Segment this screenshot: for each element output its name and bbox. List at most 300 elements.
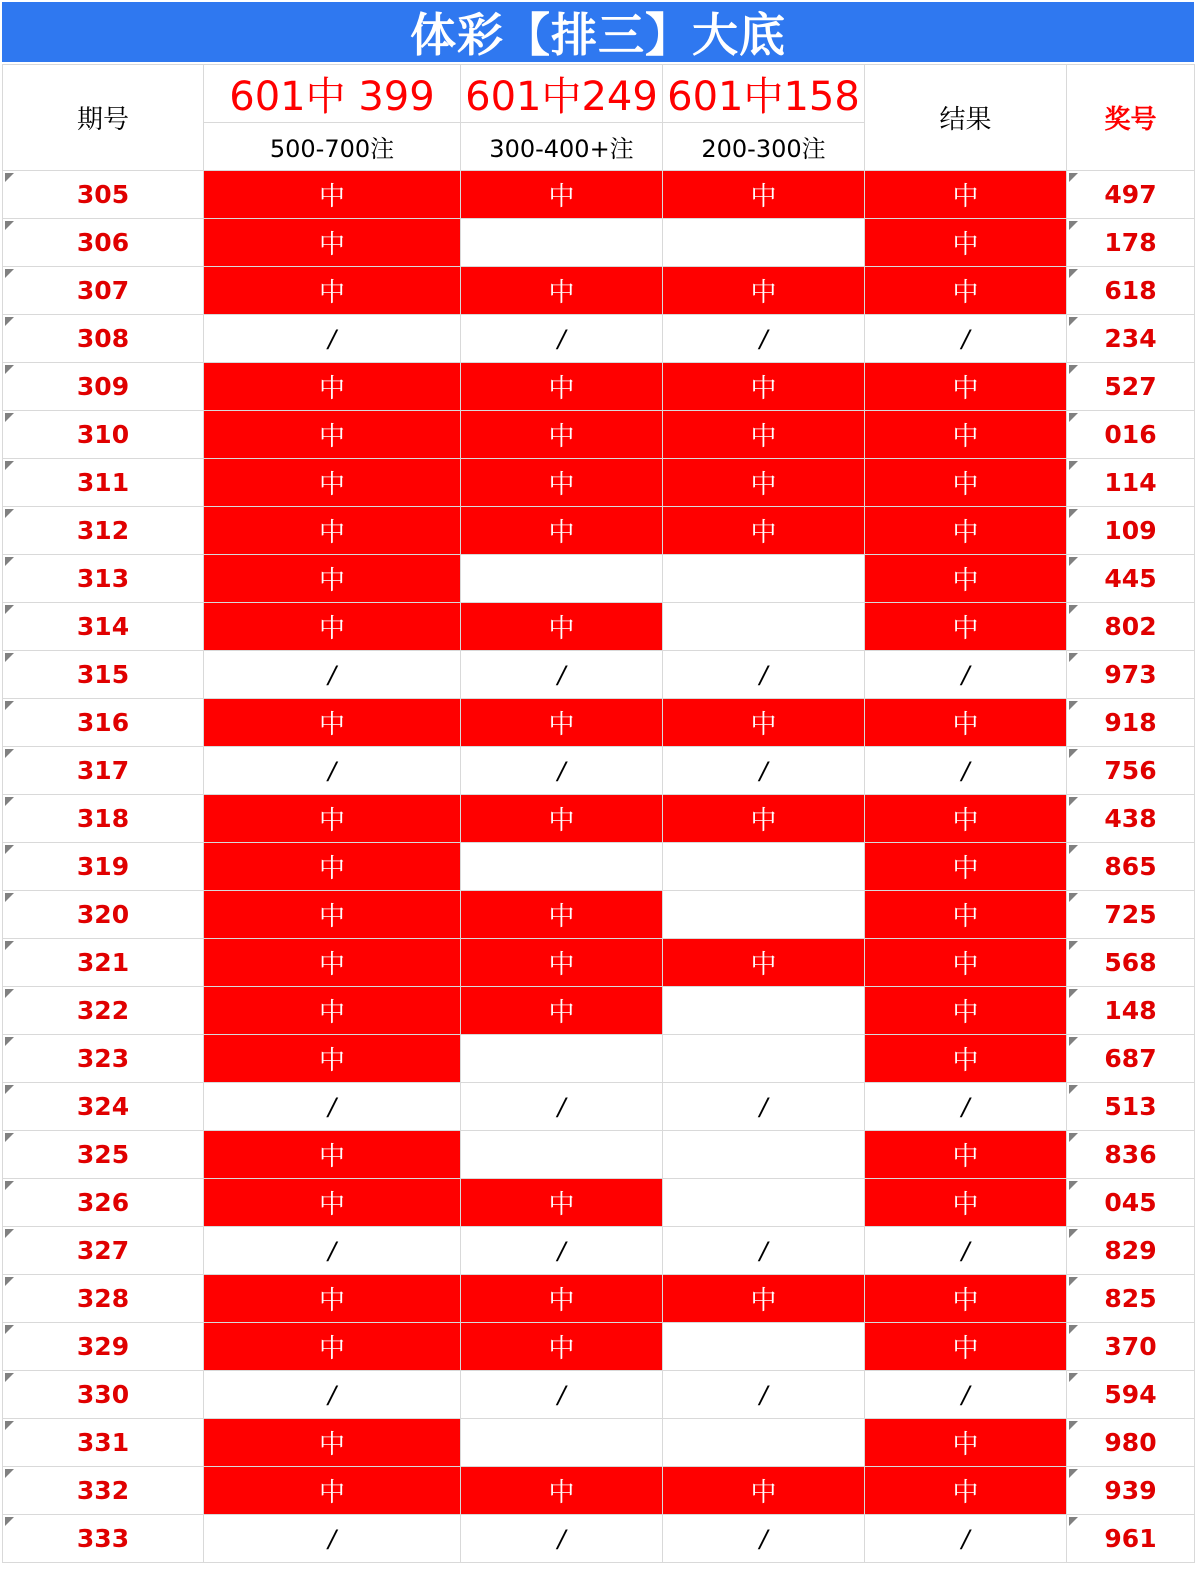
table-row [3, 1371, 1195, 1419]
plan-2-cell: 中 [461, 891, 663, 939]
prize-value: 114 [1104, 468, 1157, 497]
plan-3-cell: 中 [663, 699, 865, 747]
plan-3-cell [663, 219, 865, 267]
result-cell: 中 [865, 939, 1067, 987]
comment-marker-icon [5, 1037, 14, 1046]
prize-value: 836 [1104, 1140, 1157, 1169]
period-cell [3, 1467, 204, 1515]
comment-marker-icon [1069, 1229, 1078, 1238]
table-row [3, 219, 1195, 267]
plan-2-cell: / [461, 1227, 663, 1275]
plan-1-cell: 中 [204, 603, 461, 651]
prize-value: 109 [1104, 516, 1157, 545]
period-value: 318 [76, 804, 130, 833]
table-row [3, 459, 1195, 507]
table-row [3, 1275, 1195, 1323]
comment-marker-icon [1069, 1085, 1078, 1094]
plan-1-cell: 中 [204, 1323, 461, 1371]
table-row [3, 171, 1195, 219]
prize-value: 802 [1104, 612, 1157, 641]
table-row [3, 363, 1195, 411]
plan-2-cell [461, 555, 663, 603]
period-value: 331 [76, 1428, 130, 1457]
plan-1-cell: 中 [204, 1419, 461, 1467]
plan-header-3: 601中158 [663, 65, 865, 123]
plan-1-cell: / [204, 1515, 461, 1563]
result-cell: / [865, 1515, 1067, 1563]
prize-value: 438 [1104, 804, 1157, 833]
prize-cell [1067, 315, 1195, 363]
plan-2-cell: 中 [461, 699, 663, 747]
plan-1-cell: 中 [204, 171, 461, 219]
plan-3-cell: / [663, 747, 865, 795]
plan-2-cell: / [461, 1371, 663, 1419]
prize-value: 527 [1104, 372, 1157, 401]
plan-3-cell: / [663, 651, 865, 699]
result-cell: 中 [865, 555, 1067, 603]
prize-value: 513 [1104, 1092, 1157, 1121]
period-value: 325 [76, 1140, 130, 1169]
plan-1-cell: 中 [204, 459, 461, 507]
plan-2-cell: / [461, 747, 663, 795]
period-value: 313 [76, 564, 130, 593]
plan-note-2: 300-400+注 [461, 123, 663, 171]
plan-1-cell: 中 [204, 1179, 461, 1227]
plan-3-cell: 中 [663, 507, 865, 555]
plan-1-cell: / [204, 1371, 461, 1419]
period-value: 317 [76, 756, 130, 785]
period-cell [3, 1179, 204, 1227]
comment-marker-icon [1069, 557, 1078, 566]
result-cell: 中 [865, 171, 1067, 219]
result-cell: 中 [865, 1419, 1067, 1467]
period-value: 327 [76, 1236, 130, 1265]
result-cell: 中 [865, 507, 1067, 555]
comment-marker-icon [1069, 1469, 1078, 1478]
prize-cell [1067, 267, 1195, 315]
plan-1-cell: 中 [204, 411, 461, 459]
plan-2-cell: 中 [461, 459, 663, 507]
prize-cell [1067, 459, 1195, 507]
plan-1-cell: / [204, 1083, 461, 1131]
plan-2-cell: 中 [461, 411, 663, 459]
plan-3-cell [663, 891, 865, 939]
table-row [3, 1515, 1195, 1563]
period-cell [3, 747, 204, 795]
plan-1-cell: 中 [204, 939, 461, 987]
result-cell: 中 [865, 1323, 1067, 1371]
result-cell: 中 [865, 1035, 1067, 1083]
period-value: 309 [76, 372, 130, 401]
table-row [3, 507, 1195, 555]
period-value: 305 [76, 180, 130, 209]
prize-value: 178 [1104, 228, 1157, 257]
table-row [3, 651, 1195, 699]
period-value: 323 [76, 1044, 130, 1073]
comment-marker-icon [1069, 749, 1078, 758]
result-cell: 中 [865, 1467, 1067, 1515]
period-value: 319 [76, 852, 130, 881]
plan-3-cell: 中 [663, 1275, 865, 1323]
result-cell: 中 [865, 267, 1067, 315]
comment-marker-icon [1069, 1421, 1078, 1430]
comment-marker-icon [5, 605, 14, 614]
comment-marker-icon [5, 989, 14, 998]
table-row [3, 411, 1195, 459]
comment-marker-icon [5, 893, 14, 902]
period-value: 320 [76, 900, 130, 929]
table-row [3, 603, 1195, 651]
period-cell [3, 171, 204, 219]
comment-marker-icon [5, 557, 14, 566]
header-row-plans [3, 65, 1195, 123]
table-row [3, 699, 1195, 747]
plan-3-cell: / [663, 1083, 865, 1131]
prize-value: 725 [1104, 900, 1157, 929]
prize-value: 918 [1104, 708, 1157, 737]
prize-value: 370 [1104, 1332, 1157, 1361]
period-cell [3, 1083, 204, 1131]
plan-1-cell: 中 [204, 795, 461, 843]
comment-marker-icon [5, 461, 14, 470]
period-cell [3, 699, 204, 747]
plan-3-cell [663, 1035, 865, 1083]
prize-cell [1067, 891, 1195, 939]
comment-marker-icon [5, 1469, 14, 1478]
prize-value: 825 [1104, 1284, 1157, 1313]
plan-2-cell: 中 [461, 171, 663, 219]
plan-1-cell: 中 [204, 363, 461, 411]
plan-1-cell: / [204, 315, 461, 363]
plan-1-cell: 中 [204, 267, 461, 315]
prize-cell [1067, 603, 1195, 651]
prize-cell [1067, 1467, 1195, 1515]
prize-value: 148 [1104, 996, 1157, 1025]
period-cell [3, 651, 204, 699]
plan-2-cell: 中 [461, 267, 663, 315]
comment-marker-icon [1069, 461, 1078, 470]
table-row [3, 747, 1195, 795]
prize-cell [1067, 795, 1195, 843]
plan-3-cell [663, 843, 865, 891]
prize-cell [1067, 1179, 1195, 1227]
plan-3-cell: 中 [663, 267, 865, 315]
plan-1-cell: / [204, 1227, 461, 1275]
comment-marker-icon [1069, 1133, 1078, 1142]
table-row [3, 555, 1195, 603]
plan-3-cell: 中 [663, 171, 865, 219]
period-cell [3, 939, 204, 987]
plan-2-cell [461, 1035, 663, 1083]
period-value: 306 [76, 228, 130, 257]
period-cell [3, 315, 204, 363]
result-cell: 中 [865, 891, 1067, 939]
plan-2-cell [461, 1131, 663, 1179]
plan-1-cell: 中 [204, 843, 461, 891]
prize-cell [1067, 411, 1195, 459]
comment-marker-icon [1069, 941, 1078, 950]
table-row [3, 1323, 1195, 1371]
period-value: 308 [76, 324, 130, 353]
period-value: 333 [76, 1524, 130, 1553]
prize-value: 973 [1104, 660, 1157, 689]
prize-cell [1067, 1227, 1195, 1275]
period-header: 期号 [3, 65, 204, 171]
plan-2-cell: / [461, 315, 663, 363]
comment-marker-icon [1069, 221, 1078, 230]
plan-header-1: 601中 399 [204, 65, 461, 123]
comment-marker-icon [1069, 701, 1078, 710]
results-table [2, 64, 1195, 1563]
prize-cell [1067, 651, 1195, 699]
prize-cell [1067, 1275, 1195, 1323]
plan-1-cell: 中 [204, 555, 461, 603]
prize-value: 568 [1104, 948, 1157, 977]
sheet-title: 体彩【排三】大底 [2, 2, 1194, 62]
comment-marker-icon [5, 1517, 14, 1526]
comment-marker-icon [1069, 1325, 1078, 1334]
period-cell [3, 219, 204, 267]
period-cell [3, 1515, 204, 1563]
result-cell: 中 [865, 795, 1067, 843]
table-row [3, 1419, 1195, 1467]
plan-3-cell: / [663, 315, 865, 363]
comment-marker-icon [5, 749, 14, 758]
result-cell: 中 [865, 987, 1067, 1035]
prize-value: 961 [1104, 1524, 1157, 1553]
prize-cell [1067, 1323, 1195, 1371]
result-cell: 中 [865, 219, 1067, 267]
period-cell [3, 555, 204, 603]
comment-marker-icon [5, 1181, 14, 1190]
prize-value: 980 [1104, 1428, 1157, 1457]
period-cell [3, 891, 204, 939]
comment-marker-icon [5, 701, 14, 710]
comment-marker-icon [1069, 1517, 1078, 1526]
plan-3-cell [663, 1131, 865, 1179]
table-row [3, 1179, 1195, 1227]
table-row [3, 987, 1195, 1035]
period-value: 326 [76, 1188, 130, 1217]
period-cell [3, 459, 204, 507]
comment-marker-icon [1069, 797, 1078, 806]
prize-value: 756 [1104, 756, 1157, 785]
plan-2-cell: / [461, 1515, 663, 1563]
comment-marker-icon [1069, 509, 1078, 518]
period-cell [3, 267, 204, 315]
plan-2-cell: 中 [461, 603, 663, 651]
comment-marker-icon [1069, 845, 1078, 854]
result-cell: 中 [865, 1131, 1067, 1179]
prize-cell [1067, 507, 1195, 555]
plan-2-cell: 中 [461, 1467, 663, 1515]
period-cell [3, 843, 204, 891]
comment-marker-icon [1069, 893, 1078, 902]
plan-2-cell: 中 [461, 795, 663, 843]
plan-1-cell: / [204, 651, 461, 699]
plan-1-cell: 中 [204, 1035, 461, 1083]
period-cell [3, 1131, 204, 1179]
plan-note-1: 500-700注 [204, 123, 461, 171]
period-cell [3, 411, 204, 459]
plan-3-cell: / [663, 1371, 865, 1419]
table-row [3, 1083, 1195, 1131]
table-row [3, 315, 1195, 363]
comment-marker-icon [5, 317, 14, 326]
comment-marker-icon [1069, 1277, 1078, 1286]
prize-value: 939 [1104, 1476, 1157, 1505]
plan-3-cell: 中 [663, 1467, 865, 1515]
period-value: 330 [76, 1380, 130, 1409]
comment-marker-icon [5, 845, 14, 854]
comment-marker-icon [5, 173, 14, 182]
prize-cell [1067, 555, 1195, 603]
prize-cell [1067, 1515, 1195, 1563]
plan-3-cell: 中 [663, 795, 865, 843]
plan-2-cell: 中 [461, 1179, 663, 1227]
plan-1-cell: 中 [204, 507, 461, 555]
prize-cell [1067, 1083, 1195, 1131]
plan-2-cell: 中 [461, 1275, 663, 1323]
period-cell [3, 1419, 204, 1467]
period-value: 314 [76, 612, 130, 641]
plan-2-cell: / [461, 1083, 663, 1131]
plan-3-cell: 中 [663, 459, 865, 507]
comment-marker-icon [5, 1229, 14, 1238]
result-header: 结果 [865, 65, 1067, 171]
prize-cell [1067, 363, 1195, 411]
plan-3-cell: 中 [663, 939, 865, 987]
prize-cell [1067, 1035, 1195, 1083]
plan-2-cell [461, 843, 663, 891]
table-row [3, 939, 1195, 987]
comment-marker-icon [5, 1085, 14, 1094]
comment-marker-icon [1069, 1181, 1078, 1190]
prize-cell [1067, 1419, 1195, 1467]
plan-2-cell: 中 [461, 987, 663, 1035]
plan-2-cell: 中 [461, 507, 663, 555]
comment-marker-icon [5, 1277, 14, 1286]
plan-3-cell [663, 555, 865, 603]
period-cell [3, 1371, 204, 1419]
plan-3-cell [663, 603, 865, 651]
period-value: 321 [76, 948, 130, 977]
period-value: 328 [76, 1284, 130, 1313]
period-cell [3, 1275, 204, 1323]
plan-3-cell [663, 1323, 865, 1371]
result-cell: 中 [865, 1275, 1067, 1323]
period-value: 315 [76, 660, 130, 689]
plan-3-cell: / [663, 1515, 865, 1563]
period-cell [3, 1227, 204, 1275]
plan-3-cell: / [663, 1227, 865, 1275]
plan-1-cell: 中 [204, 987, 461, 1035]
plan-3-cell [663, 987, 865, 1035]
prize-cell [1067, 171, 1195, 219]
prize-cell [1067, 1371, 1195, 1419]
prize-cell [1067, 1131, 1195, 1179]
result-cell: / [865, 315, 1067, 363]
period-value: 307 [76, 276, 130, 305]
plan-2-cell [461, 1419, 663, 1467]
result-cell: / [865, 747, 1067, 795]
comment-marker-icon [5, 1133, 14, 1142]
result-cell: 中 [865, 1179, 1067, 1227]
table-row [3, 1035, 1195, 1083]
result-cell: 中 [865, 603, 1067, 651]
prize-value: 497 [1104, 180, 1157, 209]
period-cell [3, 795, 204, 843]
comment-marker-icon [1069, 173, 1078, 182]
prize-header: 奖号 [1067, 65, 1195, 171]
period-cell [3, 363, 204, 411]
comment-marker-icon [1069, 1037, 1078, 1046]
prize-value: 618 [1104, 276, 1157, 305]
plan-1-cell: 中 [204, 891, 461, 939]
comment-marker-icon [5, 653, 14, 662]
plan-2-cell: 中 [461, 939, 663, 987]
plan-2-cell [461, 219, 663, 267]
period-value: 310 [76, 420, 130, 449]
plan-3-cell [663, 1419, 865, 1467]
comment-marker-icon [5, 509, 14, 518]
period-cell [3, 603, 204, 651]
plan-1-cell: 中 [204, 699, 461, 747]
plan-note-3: 200-300注 [663, 123, 865, 171]
plan-2-cell: / [461, 651, 663, 699]
result-cell: 中 [865, 843, 1067, 891]
plan-header-2: 601中249 [461, 65, 663, 123]
prize-value: 445 [1104, 564, 1157, 593]
result-cell: / [865, 1227, 1067, 1275]
period-value: 329 [76, 1332, 130, 1361]
table-row [3, 1227, 1195, 1275]
prize-cell [1067, 747, 1195, 795]
result-cell: 中 [865, 411, 1067, 459]
period-cell [3, 987, 204, 1035]
period-value: 322 [76, 996, 130, 1025]
result-cell: 中 [865, 459, 1067, 507]
prize-value: 829 [1104, 1236, 1157, 1265]
table-row [3, 267, 1195, 315]
plan-2-cell: 中 [461, 1323, 663, 1371]
comment-marker-icon [5, 1325, 14, 1334]
period-value: 312 [76, 516, 130, 545]
period-cell [3, 507, 204, 555]
prize-value: 016 [1104, 420, 1157, 449]
result-cell: / [865, 1371, 1067, 1419]
comment-marker-icon [5, 269, 14, 278]
comment-marker-icon [1069, 269, 1078, 278]
comment-marker-icon [5, 365, 14, 374]
result-cell: / [865, 651, 1067, 699]
result-cell: 中 [865, 699, 1067, 747]
plan-1-cell: 中 [204, 219, 461, 267]
prize-cell [1067, 699, 1195, 747]
prize-cell [1067, 987, 1195, 1035]
prize-value: 865 [1104, 852, 1157, 881]
table-row [3, 891, 1195, 939]
table-row [3, 1131, 1195, 1179]
period-value: 332 [76, 1476, 130, 1505]
period-value: 311 [76, 468, 130, 497]
result-cell: / [865, 1083, 1067, 1131]
period-value: 324 [76, 1092, 130, 1121]
plan-1-cell: / [204, 747, 461, 795]
comment-marker-icon [5, 941, 14, 950]
prize-value: 045 [1104, 1188, 1157, 1217]
prize-value: 234 [1104, 324, 1157, 353]
